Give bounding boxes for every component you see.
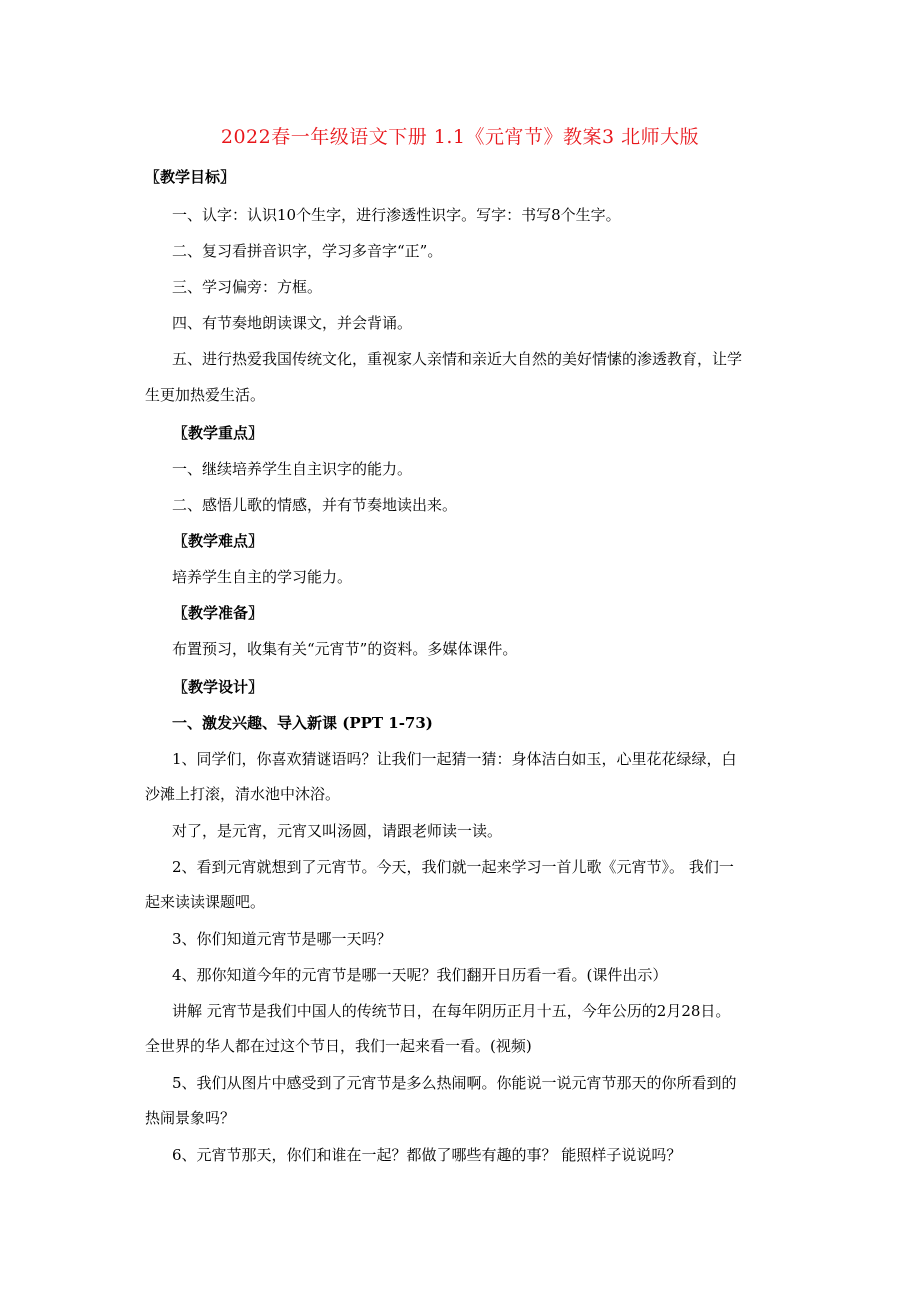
paragraph-line: 2、看到元宵就想到了元宵节。今天，我们就一起来学习一首儿歌《元宵节》。 我们一 xyxy=(172,858,734,876)
paragraph-line: 培养学生自主的学习能力。 xyxy=(172,568,353,586)
section-heading-design: 〖教学设计〗 xyxy=(173,678,264,696)
section-heading-objectives: 〖教学目标〗 xyxy=(145,168,236,186)
document-title: 2022春一年级语文下册 1.1《元宵节》教案3 北师大版 xyxy=(220,126,700,148)
paragraph-line: 一、认字：认识10个生字，进行渗透性识字。写字：书写8个生字。 xyxy=(172,206,621,224)
paragraph-line: 五、进行热爱我国传统文化，重视家人亲情和亲近大自然的美好情愫的渗透教育，让学 xyxy=(172,350,743,368)
section-heading-key-points: 〖教学重点〗 xyxy=(173,424,264,442)
paragraph-line: 全世界的华人都在过这个节日，我们一起来看一看。(视频) xyxy=(145,1037,532,1055)
section-heading-difficulties: 〖教学难点〗 xyxy=(173,532,264,550)
paragraph-line: 沙滩上打滚，清水池中沐浴。 xyxy=(145,785,341,803)
paragraph-line: 热闹景象吗？ xyxy=(145,1109,236,1127)
paragraph-line: 一、继续培养学生自主识字的能力。 xyxy=(172,460,413,478)
paragraph-line: 讲解 元宵节是我们中国人的传统节日，在每年阴历正月十五，今年公历的2月28日。 xyxy=(172,1002,731,1020)
paragraph-line: 对了，是元宵，元宵又叫汤圆，请跟老师读一读。 xyxy=(172,822,503,840)
paragraph-line: 布置预习，收集有关“元宵节”的资料。多媒体课件。 xyxy=(172,640,518,658)
paragraph-line: 三、学习偏旁：方框。 xyxy=(172,278,323,296)
paragraph-line: 生更加热爱生活。 xyxy=(145,386,266,404)
paragraph-line: 起来读读课题吧。 xyxy=(145,893,266,911)
paragraph-line: 四、有节奏地朗读课文，并会背诵。 xyxy=(172,314,413,332)
paragraph-line: 二、复习看拼音识字，学习多音字“正”。 xyxy=(172,242,443,260)
section-heading-preparation: 〖教学准备〗 xyxy=(173,604,264,622)
paragraph-line: 4、那你知道今年的元宵节是哪一天呢？我们翻开日历看一看。(课件出示） xyxy=(172,966,668,984)
paragraph-line: 1、同学们，你喜欢猜谜语吗？让我们一起猜一猜：身体洁白如玉，心里花花绿绿，白 xyxy=(172,750,737,768)
paragraph-line: 二、感悟儿歌的情感，并有节奏地读出来。 xyxy=(172,496,458,514)
paragraph-line: 6、元宵节那天，你们和谁在一起？都做了哪些有趣的事？ 能照样子说说吗？ xyxy=(172,1146,682,1164)
paragraph-line: 5、我们从图片中感受到了元宵节是多么热闹啊。你能说一说元宵节那天的你所看到的 xyxy=(172,1074,737,1092)
subsection-heading: 一、激发兴趣、导入新课 (PPT 1-73) xyxy=(172,714,433,732)
paragraph-line: 3、你们知道元宵节是哪一天吗？ xyxy=(172,930,392,948)
